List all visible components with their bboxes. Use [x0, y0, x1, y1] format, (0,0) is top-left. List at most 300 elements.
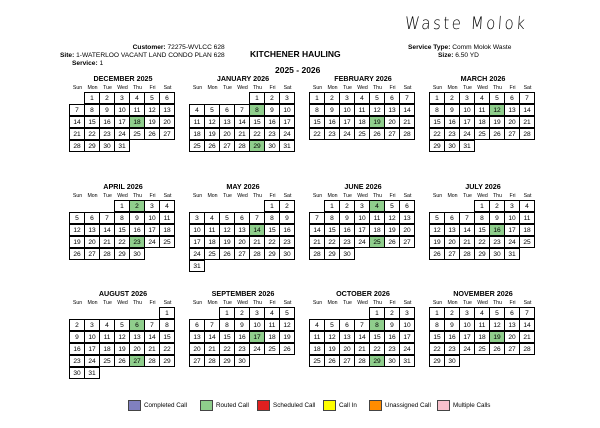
day-cell: 26: [144, 128, 160, 140]
day-cell: 7: [459, 212, 475, 224]
size-value: 6.50 YD: [455, 52, 479, 59]
day-cell: 15: [249, 116, 265, 128]
day-cell: 25: [474, 128, 490, 140]
weekday-label: Fri: [389, 193, 396, 199]
day-cell: 2: [279, 200, 295, 212]
day-cell: 14: [204, 331, 220, 343]
legend-multiple: [437, 400, 490, 411]
day-cell: 24: [279, 128, 295, 140]
day-cell: 3: [249, 307, 265, 319]
day-cell: 7: [249, 212, 265, 224]
legend-label: Unassigned Call: [385, 402, 431, 409]
day-cell: 4: [159, 200, 175, 212]
day-cell: 17: [459, 116, 475, 128]
day-cell: 23: [324, 128, 340, 140]
empty-cell: [190, 307, 205, 319]
weekday-label: Sat: [283, 85, 292, 91]
day-cell: 18: [354, 116, 370, 128]
day-cell-routed: 19: [489, 331, 505, 343]
day-cell: 24: [459, 343, 475, 355]
empty-cell: [85, 200, 100, 212]
day-cell: 3: [189, 212, 205, 224]
month-title: SEPTEMBER 2026: [211, 289, 275, 298]
day-cell: 11: [474, 104, 490, 116]
day-cell: 16: [129, 224, 145, 236]
day-cell: 11: [99, 331, 115, 343]
weekday-label: Mon: [327, 193, 338, 199]
day-grid: [430, 200, 536, 260]
day-cell: 1: [114, 200, 130, 212]
day-cell: 15: [474, 224, 490, 236]
month-title: JULY 2026: [465, 182, 501, 191]
day-cell: 13: [159, 104, 175, 116]
month-calendar: [310, 74, 416, 140]
day-cell: 19: [324, 343, 340, 355]
weekday-label: Tue: [463, 300, 472, 306]
day-cell: 4: [189, 104, 205, 116]
day-cell: 16: [234, 331, 250, 343]
legend-swatch: [200, 400, 213, 411]
month-title: FEBRUARY 2026: [334, 74, 392, 83]
day-cell: 13: [129, 331, 145, 343]
empty-cell: [70, 92, 85, 104]
month-title: NOVEMBER 2026: [453, 289, 513, 298]
weekday-header: [70, 84, 176, 92]
day-cell: 25: [309, 355, 325, 367]
day-cell: 30: [444, 140, 460, 152]
day-cell: 16: [99, 116, 115, 128]
day-cell: 6: [234, 212, 250, 224]
day-cell: 18: [309, 343, 325, 355]
day-cell: 9: [279, 212, 295, 224]
day-cell: 30: [234, 355, 250, 367]
day-cell: 15: [324, 224, 340, 236]
day-cell: 21: [234, 128, 250, 140]
day-cell: 9: [234, 319, 250, 331]
weekday-header: [310, 84, 416, 92]
day-cell: 25: [264, 343, 280, 355]
day-cell: 1: [84, 92, 100, 104]
day-cell: 27: [84, 248, 100, 260]
day-cell: 19: [204, 128, 220, 140]
day-cell: 29: [84, 140, 100, 152]
day-cell: 9: [264, 104, 280, 116]
empty-cell: [70, 200, 85, 212]
day-cell: 27: [159, 128, 175, 140]
day-cell: 12: [369, 104, 385, 116]
day-cell: 2: [69, 319, 85, 331]
weekday-label: Wed: [357, 193, 368, 199]
day-cell: 20: [159, 116, 175, 128]
day-cell: 5: [489, 307, 505, 319]
day-cell: 28: [309, 248, 325, 260]
day-cell: 30: [384, 355, 400, 367]
weekday-header: [430, 192, 536, 200]
day-cell: 22: [324, 236, 340, 248]
day-cell: 31: [189, 260, 205, 272]
day-cell: 28: [249, 248, 265, 260]
weekday-label: Sat: [403, 85, 412, 91]
service-value: 1: [99, 60, 104, 67]
day-cell: 18: [204, 236, 220, 248]
day-cell: 25: [189, 140, 205, 152]
month-calendar: [190, 182, 296, 272]
day-cell: 13: [339, 331, 355, 343]
day-cell: 22: [474, 236, 490, 248]
empty-cell: [250, 200, 265, 212]
empty-cell: [100, 307, 115, 319]
day-cell: 20: [129, 343, 145, 355]
day-cell: 16: [444, 116, 460, 128]
day-cell: 10: [504, 212, 520, 224]
weekday-label: Sun: [72, 300, 83, 306]
service-type-value: Comm Molok Waste: [452, 44, 512, 51]
day-cell: 25: [354, 128, 370, 140]
month-calendar: [70, 74, 176, 152]
weekday-label: Sun: [72, 85, 83, 91]
day-cell: 28: [399, 128, 415, 140]
empty-cell: [205, 200, 220, 212]
weekday-label: Mon: [87, 300, 98, 306]
day-cell: 9: [384, 319, 400, 331]
day-cell: 7: [204, 319, 220, 331]
day-cell: 26: [369, 128, 385, 140]
day-cell: 7: [519, 307, 535, 319]
day-cell: 1: [309, 92, 325, 104]
day-cell: 5: [114, 319, 130, 331]
day-cell-routed: 17: [249, 331, 265, 343]
day-cell-routed: 29: [249, 140, 265, 152]
day-cell: 28: [99, 248, 115, 260]
legend-unassigned: [369, 400, 431, 411]
day-cell: 19: [69, 236, 85, 248]
day-cell: 20: [189, 343, 205, 355]
day-cell: 28: [69, 140, 85, 152]
day-cell: 22: [429, 128, 445, 140]
day-cell: 7: [234, 104, 250, 116]
weekday-label: Tue: [343, 300, 352, 306]
weekday-label: Wed: [117, 193, 128, 199]
day-cell: 13: [234, 224, 250, 236]
day-cell: 21: [459, 236, 475, 248]
day-cell-routed: 8: [249, 104, 265, 116]
day-cell: 16: [264, 116, 280, 128]
day-cell: 23: [444, 128, 460, 140]
day-cell: 5: [489, 92, 505, 104]
day-cell: 13: [444, 224, 460, 236]
day-cell: 16: [384, 331, 400, 343]
day-grid: [430, 92, 536, 152]
day-grid: [310, 200, 416, 260]
day-cell: 15: [159, 331, 175, 343]
day-cell: 14: [354, 331, 370, 343]
weekday-label: Wed: [237, 300, 248, 306]
day-cell: 25: [474, 343, 490, 355]
weekday-label: Sat: [523, 300, 532, 306]
legend-swatch: [323, 400, 336, 411]
day-cell: 4: [264, 307, 280, 319]
day-cell: 15: [429, 331, 445, 343]
day-cell: 11: [189, 116, 205, 128]
day-cell: 12: [324, 331, 340, 343]
day-cell: 8: [474, 212, 490, 224]
day-cell: 7: [69, 104, 85, 116]
month-calendar: [430, 289, 536, 367]
day-cell: 3: [504, 200, 520, 212]
day-cell: 19: [144, 116, 160, 128]
day-cell: 21: [204, 343, 220, 355]
weekday-label: Wed: [117, 85, 128, 91]
day-cell: 24: [504, 236, 520, 248]
empty-cell: [115, 307, 130, 319]
day-cell: 6: [339, 319, 355, 331]
day-cell: 2: [384, 307, 400, 319]
day-cell: 20: [84, 236, 100, 248]
day-cell: 6: [84, 212, 100, 224]
day-cell-routed: 23: [129, 236, 145, 248]
weekday-label: Wed: [117, 300, 128, 306]
day-cell: 21: [249, 236, 265, 248]
month-title: DECEMBER 2025: [93, 74, 153, 83]
legend-label: Completed Call: [144, 402, 188, 409]
weekday-label: Fri: [389, 300, 396, 306]
day-cell: 28: [459, 248, 475, 260]
day-cell: 12: [114, 331, 130, 343]
day-cell: 10: [399, 319, 415, 331]
day-cell: 28: [354, 355, 370, 367]
day-cell: 25: [99, 355, 115, 367]
company-title: KITCHENER HAULING: [250, 49, 341, 59]
day-cell: 21: [144, 343, 160, 355]
day-cell: 4: [99, 319, 115, 331]
weekday-label: Sat: [403, 300, 412, 306]
day-cell: 6: [444, 212, 460, 224]
day-cell: 9: [339, 212, 355, 224]
day-cell: 30: [444, 355, 460, 367]
legend-swatch: [128, 400, 141, 411]
day-cell: 7: [399, 92, 415, 104]
weekday-label: Tue: [223, 85, 232, 91]
month-calendar: [70, 182, 176, 260]
empty-cell: [190, 200, 205, 212]
empty-cell: [100, 200, 115, 212]
weekday-label: Fri: [389, 85, 396, 91]
day-cell: 18: [474, 116, 490, 128]
weekday-label: Thu: [373, 193, 382, 199]
site-label: Site:: [60, 52, 75, 59]
day-cell: 12: [144, 104, 160, 116]
day-cell: 11: [309, 331, 325, 343]
weekday-label: Sat: [523, 85, 532, 91]
day-cell: 14: [459, 224, 475, 236]
day-cell: 26: [324, 355, 340, 367]
day-cell: 9: [444, 319, 460, 331]
day-cell: 4: [204, 212, 220, 224]
day-cell: 31: [84, 367, 100, 379]
day-grid: [70, 307, 176, 379]
day-grid: [310, 92, 416, 140]
weekday-label: Fri: [269, 85, 276, 91]
day-cell: 2: [99, 92, 115, 104]
day-cell: 24: [399, 343, 415, 355]
day-cell: 9: [324, 104, 340, 116]
day-cell: 24: [339, 128, 355, 140]
weekday-label: Thu: [133, 193, 142, 199]
empty-cell: [310, 200, 325, 212]
day-cell: 3: [399, 307, 415, 319]
day-cell: 1: [369, 307, 385, 319]
day-cell: 5: [324, 319, 340, 331]
day-cell: 17: [144, 224, 160, 236]
day-cell: 26: [429, 248, 445, 260]
day-cell: 27: [339, 355, 355, 367]
day-cell: 15: [114, 224, 130, 236]
day-cell: 29: [429, 355, 445, 367]
day-cell: 3: [84, 319, 100, 331]
month-calendar: [310, 182, 416, 260]
day-cell: 20: [234, 236, 250, 248]
day-cell: 24: [114, 128, 130, 140]
day-cell: 17: [279, 116, 295, 128]
weekday-label: Thu: [253, 85, 262, 91]
day-cell: 27: [504, 128, 520, 140]
day-cell-routed: 29: [369, 355, 385, 367]
empty-cell: [325, 307, 340, 319]
weekday-header: [310, 192, 416, 200]
day-cell: 13: [504, 104, 520, 116]
day-cell: 26: [489, 343, 505, 355]
weekday-label: Tue: [103, 300, 112, 306]
day-cell: 21: [519, 331, 535, 343]
day-cell: 21: [354, 343, 370, 355]
weekday-label: Fri: [269, 193, 276, 199]
service-label: Service:: [72, 60, 98, 67]
day-cell: 29: [114, 248, 130, 260]
day-cell: 8: [219, 319, 235, 331]
weekday-label: Fri: [269, 300, 276, 306]
weekday-label: Mon: [87, 85, 98, 91]
day-cell: 5: [69, 212, 85, 224]
weekday-label: Mon: [207, 193, 218, 199]
day-cell: 3: [459, 92, 475, 104]
month-title: MARCH 2026: [460, 74, 506, 83]
day-cell: 10: [354, 212, 370, 224]
day-cell: 10: [279, 104, 295, 116]
empty-cell: [205, 307, 220, 319]
day-cell: 22: [159, 343, 175, 355]
month-calendar: [70, 289, 176, 379]
day-cell: 4: [474, 307, 490, 319]
day-cell: 19: [219, 236, 235, 248]
empty-cell: [235, 200, 250, 212]
weekday-label: Wed: [477, 85, 488, 91]
day-cell: 29: [324, 248, 340, 260]
day-cell: 11: [264, 319, 280, 331]
month-title: AUGUST 2026: [98, 289, 148, 298]
day-cell: 29: [429, 140, 445, 152]
weekday-label: Thu: [253, 193, 262, 199]
day-cell: 1: [474, 200, 490, 212]
weekday-label: Sat: [283, 300, 292, 306]
day-cell: 13: [84, 224, 100, 236]
day-cell: 14: [519, 104, 535, 116]
day-cell: 26: [279, 343, 295, 355]
month-calendar: [190, 289, 296, 367]
day-cell: 16: [279, 224, 295, 236]
day-cell: 28: [204, 355, 220, 367]
day-cell: 16: [324, 116, 340, 128]
weekday-label: Sun: [192, 193, 203, 199]
day-cell: 23: [384, 343, 400, 355]
weekday-label: Thu: [373, 85, 382, 91]
legend-call-in: [323, 400, 357, 411]
day-cell: 10: [114, 104, 130, 116]
weekday-label: Thu: [253, 300, 262, 306]
month-calendar: [190, 74, 296, 152]
month-title: MAY 2026: [226, 182, 260, 191]
day-cell: 5: [429, 212, 445, 224]
day-cell: 19: [384, 224, 400, 236]
weekday-label: Wed: [477, 193, 488, 199]
day-cell: 17: [114, 116, 130, 128]
day-cell: 13: [189, 331, 205, 343]
day-cell: 17: [339, 116, 355, 128]
day-cell: 28: [234, 140, 250, 152]
day-cell: 7: [309, 212, 325, 224]
day-cell: 14: [234, 116, 250, 128]
day-cell: 12: [219, 224, 235, 236]
day-cell: 4: [309, 319, 325, 331]
day-cell: 19: [114, 343, 130, 355]
empty-cell: [340, 307, 355, 319]
day-cell: 30: [129, 248, 145, 260]
day-cell-routed: 12: [489, 104, 505, 116]
day-cell: 19: [489, 116, 505, 128]
day-cell: 27: [234, 248, 250, 260]
day-cell: 27: [219, 140, 235, 152]
day-cell: 11: [204, 224, 220, 236]
day-cell: 21: [399, 116, 415, 128]
weekday-label: Mon: [207, 85, 218, 91]
day-cell-routed: 14: [249, 224, 265, 236]
day-cell: 31: [114, 140, 130, 152]
day-cell: 5: [384, 200, 400, 212]
day-cell: 20: [504, 116, 520, 128]
weekday-label: Thu: [133, 85, 142, 91]
empty-cell: [70, 307, 85, 319]
legend-swatch: [369, 400, 382, 411]
day-cell: 23: [279, 236, 295, 248]
day-cell: 26: [114, 355, 130, 367]
weekday-label: Mon: [207, 300, 218, 306]
legend-label: Multiple Calls: [453, 402, 491, 409]
month-calendar: [430, 182, 536, 260]
day-cell: 16: [339, 224, 355, 236]
day-cell: 3: [144, 200, 160, 212]
empty-cell: [85, 307, 100, 319]
day-cell: 29: [264, 248, 280, 260]
day-cell: 18: [264, 331, 280, 343]
day-cell: 8: [159, 319, 175, 331]
day-cell: 17: [354, 224, 370, 236]
weekday-label: Sun: [432, 300, 443, 306]
day-cell: 5: [144, 92, 160, 104]
years-title: 2025 - 2026: [275, 65, 321, 75]
day-cell: 30: [99, 140, 115, 152]
day-cell: 11: [129, 104, 145, 116]
weekday-label: Sat: [163, 300, 172, 306]
day-cell-routed: 2: [129, 200, 145, 212]
